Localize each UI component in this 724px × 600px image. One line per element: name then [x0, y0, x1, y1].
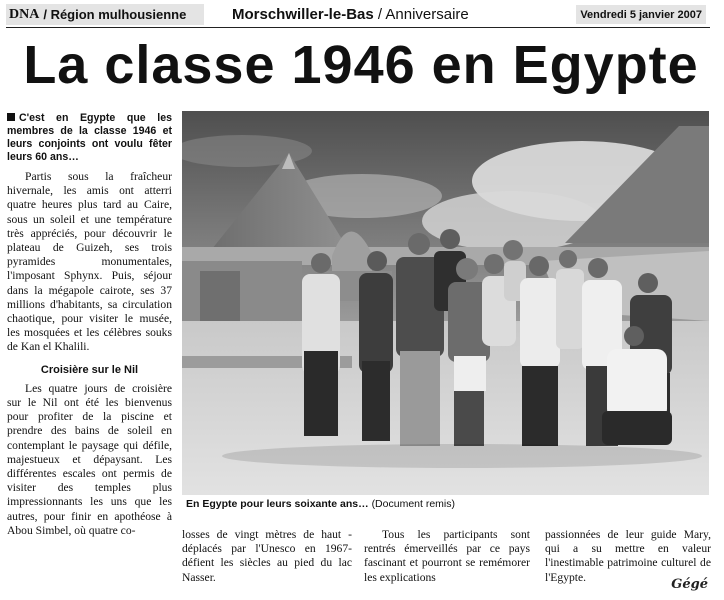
left-column: [7, 112, 172, 538]
caption-credit: (Document remis): [371, 498, 455, 510]
paragraph-2: Les quatre jours de croisière sur le Nil ont été les bienvenus pour profiter de la piscine et prendre des bains de soleil en contemplant le paysage qui défile, majestueux et dépaysant. Les différentes escales ont permis de visiter des temples plus impressionnants les uns que les autres, pour finir en apothéose à Abou Simbel, où quatre co-: [7, 381, 172, 537]
bottom-column-1: [182, 528, 352, 585]
article-lead-text: C'est en Egypte que les membres de la classe 1946 et leurs conjoints ont voulu fêter leurs 60 ans…: [7, 112, 172, 163]
header-rule: [6, 27, 710, 28]
caption-text: En Egypte pour leurs soixante ans…: [186, 498, 369, 510]
newspaper-logo: DNA: [9, 6, 40, 22]
article-title: La classe 1946 en Egypte: [23, 35, 699, 95]
rubric-name: / Anniversaire: [377, 6, 469, 23]
subheading: Croisière sur le Nil: [40, 363, 139, 376]
paragraph-2-continued: losses de vingt mètres de haut -déplacés par l'Unesco en 1967- défient les siècles au pied du lac Nasser.: [182, 528, 352, 584]
article-lead: [7, 112, 172, 164]
photo-caption: [186, 498, 455, 510]
photographer-signature: Gégé: [671, 577, 708, 592]
group-photo: [182, 111, 709, 495]
section-banner: [6, 4, 204, 25]
paragraph-1: Partis sous la fraîcheur hivernale, les amis ont atterri quatre heures plus tard au Caire, sous un soleil et une température très appréciés, pour découvrir le plateau de Guizeh, ses trois pyramides monumentales, l'imposant Sphynx. Puis, séjour dans la mégapole cairote, ses 37 millions d'habitants, sa circulation chaotique, pour visiter le musée, les mosquées et les célèbres souks de Kan el Khalili.: [7, 170, 172, 354]
bottom-column-2: [364, 528, 530, 585]
paragraph-3-continued: passionnées de leur guide Mary, qui a su mettre en valeur l'inestimable patrimoine culturel de l'Egypte.: [545, 528, 711, 584]
section-name: / Région mulhousienne: [43, 7, 187, 22]
pyramids-group-photo: [182, 111, 709, 495]
locality-name: Morschwiller-le-Bas: [232, 6, 374, 23]
bullet-square-icon: [7, 113, 15, 121]
issue-date: Vendredi 5 janvier 2007: [576, 5, 706, 24]
paragraph-3: Tous les participants sont rentrés émerveillés par ce pays fascinant et pourront se remémorer les explications: [364, 528, 530, 584]
locality-line: [232, 4, 469, 25]
